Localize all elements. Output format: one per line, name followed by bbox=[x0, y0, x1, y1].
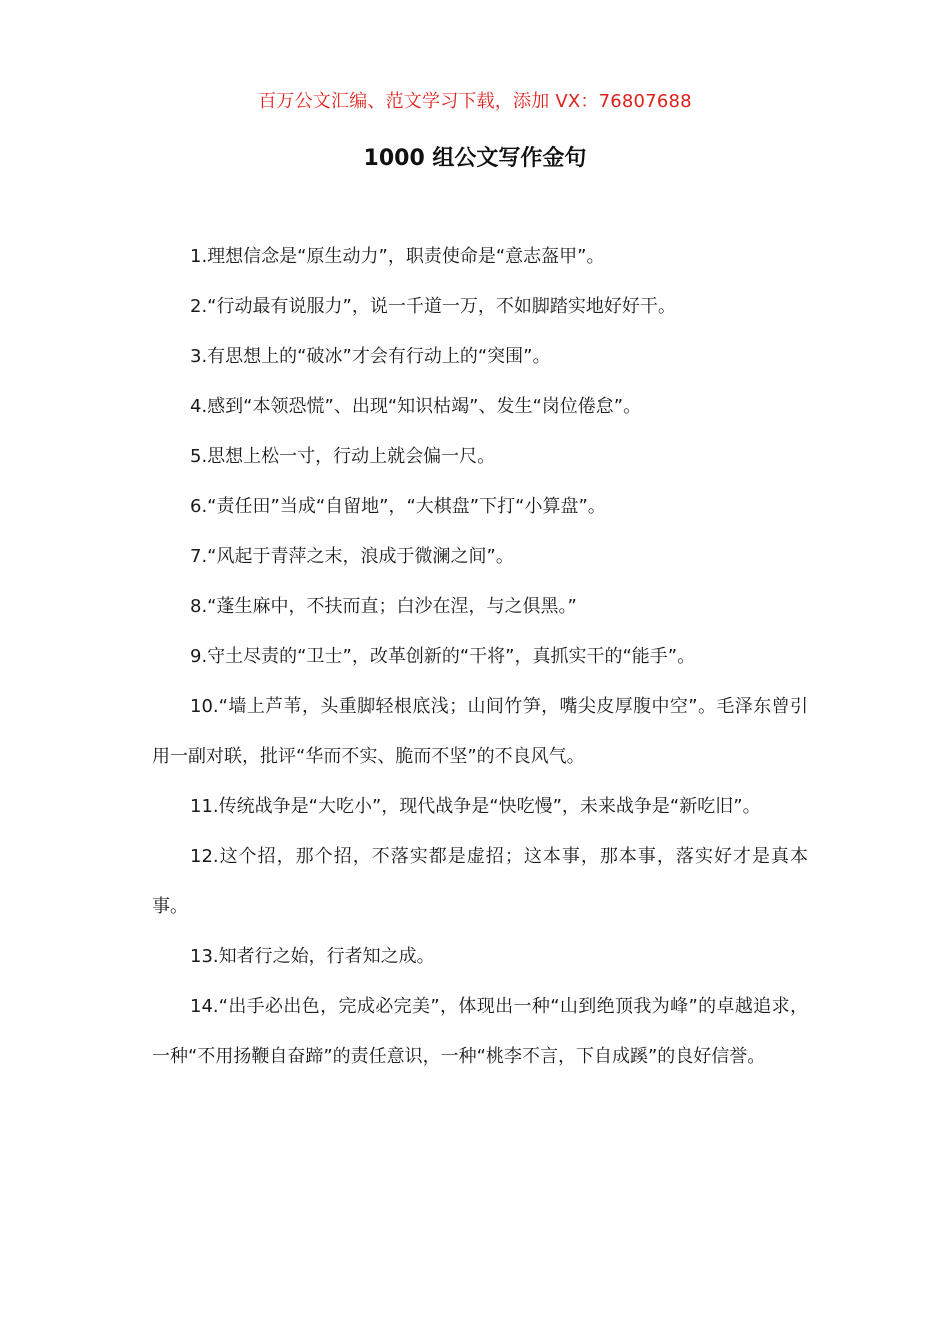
list-item: 10.“墙上芦苇，头重脚轻根底浅；山间竹笋，嘴尖皮厚腹中空”。毛泽东曾引用一副对联，批评“华而不实、脆而不坚”的不良风气。 bbox=[152, 696, 808, 767]
list-item: 6.“责任田”当成“自留地”，“大棋盘”下打“小算盘”。 bbox=[190, 496, 606, 517]
header-promo-note: 百万公文汇编、范文学习下载，添加 VX：76807688 bbox=[258, 91, 692, 112]
list-item: 11.传统战争是“大吃小”，现代战争是“快吃慢”，未来战争是“新吃旧”。 bbox=[190, 796, 761, 817]
list-item: 8.“蓬生麻中，不扶而直；白沙在涅，与之俱黑。” bbox=[190, 596, 577, 617]
list-item: 4.感到“本领恐慌”、出现“知识枯竭”、发生“岗位倦怠”。 bbox=[190, 396, 642, 417]
list-item: 12.这个招，那个招，不落实都是虚招；这本事，那本事，落实好才是真本事。 bbox=[152, 846, 808, 917]
list-item: 2.“行动最有说服力”，说一千道一万，不如脚踏实地好好干。 bbox=[190, 296, 676, 317]
document-title: 1000 组公文写作金句 bbox=[363, 146, 587, 171]
list-item: 13.知者行之始，行者知之成。 bbox=[190, 946, 435, 967]
list-item: 7.“风起于青萍之末，浪成于微澜之间”。 bbox=[190, 546, 514, 567]
list-item: 3.有思想上的“破冰”才会有行动上的“突围”。 bbox=[190, 346, 551, 367]
list-item: 1.理想信念是“原生动力”，职责使命是“意志盔甲”。 bbox=[190, 246, 605, 267]
list-item: 9.守土尽责的“卫士”，改革创新的“干将”，真抓实干的“能手”。 bbox=[190, 646, 696, 667]
list-item: 5.思想上松一寸，行动上就会偏一尺。 bbox=[190, 446, 496, 467]
list-item: 14.“出手必出色，完成必完美”，体现出一种“山到绝顶我为峰”的卓越追求，一种“不用扬鞭自奋蹄”的责任意识，一种“桃李不言，下自成蹊”的良好信誉。 bbox=[152, 996, 808, 1067]
quote-list bbox=[152, 232, 808, 1082]
